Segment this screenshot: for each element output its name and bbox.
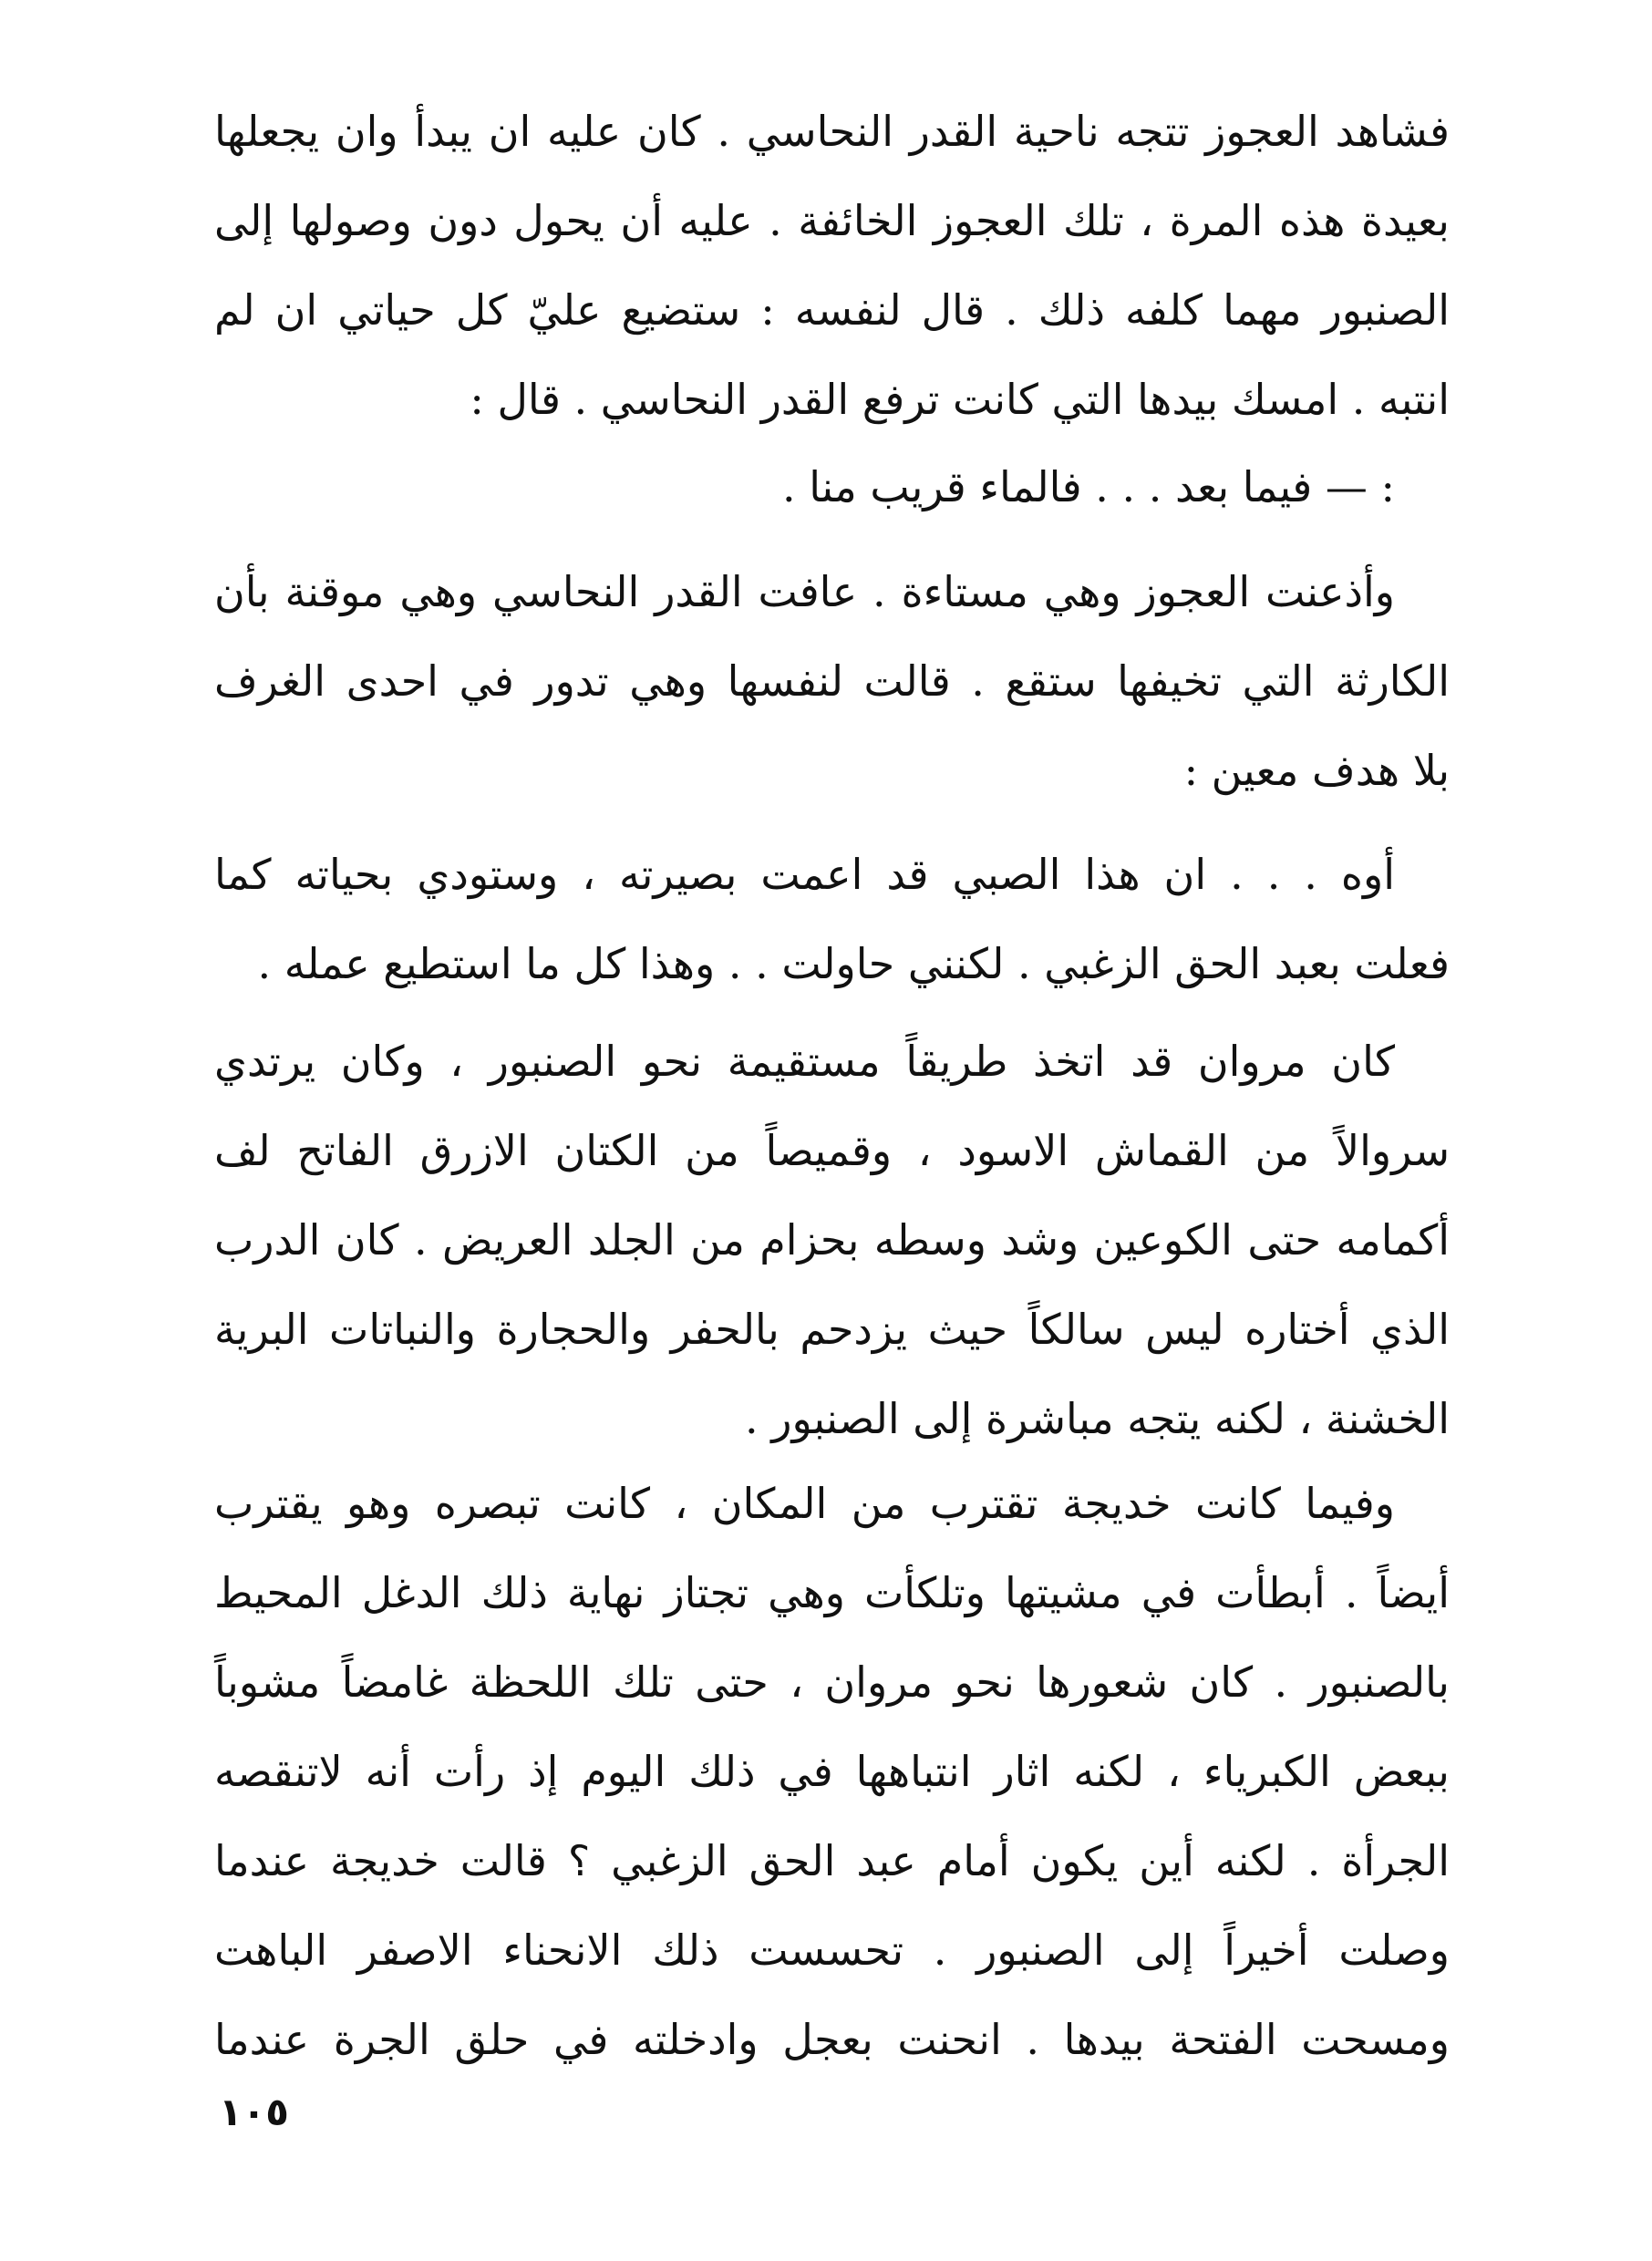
paragraph-1 [214, 87, 1450, 444]
text-line: سروالاً من القماش الاسود ، وقميصاً من الكتان الازرق الفاتح لف [214, 1126, 1451, 1175]
text-line: : — فيما بعد . . . فالماء قريب منا . [782, 462, 1395, 511]
text-line: أكمامه حتى الكوعين وشد وسطه بحزام من الجلد العريض . كان الدرب [214, 1215, 1450, 1265]
paragraph-3 [214, 547, 1450, 815]
text-line: فعلت بعبد الحق الزغبي . لكنني حاولت . . وهذا كل ما استطيع عمله . [257, 939, 1450, 988]
text-line: الذي أختاره ليس سالكاً حيث يزدحم بالحفر والحجارة والنباتات البرية [214, 1305, 1450, 1354]
text-line: كان مروان قد اتخذ طريقاً مستقيمة نحو الصنبور ، وكان يرتدي [214, 1037, 1395, 1086]
text-line: أيضاً . أبطأت في مشيتها وتلكأت وهي تجتاز نهاية ذلك الدغل المحيط [214, 1568, 1450, 1617]
text-line: ببعض الكبرياء ، لكنه اثار انتباهها في ذلك اليوم إذ رأت أنه لاتنقصه [214, 1747, 1450, 1796]
text-line: بلا هدف معين : [1183, 746, 1450, 795]
page-number: ١٠٥ [219, 2090, 289, 2134]
paragraph-5 [214, 1017, 1450, 1463]
text-line: ومسحت الفتحة بيدها . انحنت بعجل وادخلته في حلق الجرة عندما [214, 2015, 1450, 2064]
text-line: الجرأة . لكنه أين يكون أمام عبد الحق الزغبي ؟ قالت خديجة عندما [214, 1836, 1450, 1885]
paragraph-6 [214, 1459, 1450, 2084]
text-line: الخشنة ، لكنه يتجه مباشرة إلى الصنبور . [744, 1394, 1450, 1443]
text-line: فشاهد العجوز تتجه ناحية القدر النحاسي . كان عليه ان يبدأ وان يجعلها [214, 107, 1450, 156]
paragraph-4 [214, 830, 1450, 1008]
paragraph-2 [214, 442, 1450, 532]
text-line: الكارثة التي تخيفها ستقع . قالت لنفسها وهي تدور في احدى الغرف [214, 656, 1450, 706]
text-line: وأذعنت العجوز وهي مستاءة . عافت القدر النحاسي وهي موقنة بأن [214, 567, 1395, 616]
text-line: بالصنبور . كان شعورها نحو مروان ، حتى تلك اللحظة غامضاً مشوباً [214, 1657, 1450, 1707]
text-line: وفيما كانت خديجة تقترب من المكان ، كانت تبصره وهو يقترب [214, 1479, 1395, 1528]
text-line: وصلت أخيراً إلى الصنبور . تحسست ذلك الانحناء الاصفر الباهت [214, 1925, 1450, 1975]
text-line: بعيدة هذه المرة ، تلك العجوز الخائفة . عليه أن يحول دون وصولها إلى [214, 196, 1450, 245]
text-line: الصنبور مهما كلفه ذلك . قال لنفسه : ستضيع عليّ كل حياتي ان لم [214, 285, 1450, 335]
text-line: انتبه . امسك بيدها التي كانت ترفع القدر النحاسي . قال : [470, 375, 1450, 424]
text-line: أوه . . . ان هذا الصبي قد اعمت بصيرته ، وستودي بحياته كما [214, 850, 1395, 899]
